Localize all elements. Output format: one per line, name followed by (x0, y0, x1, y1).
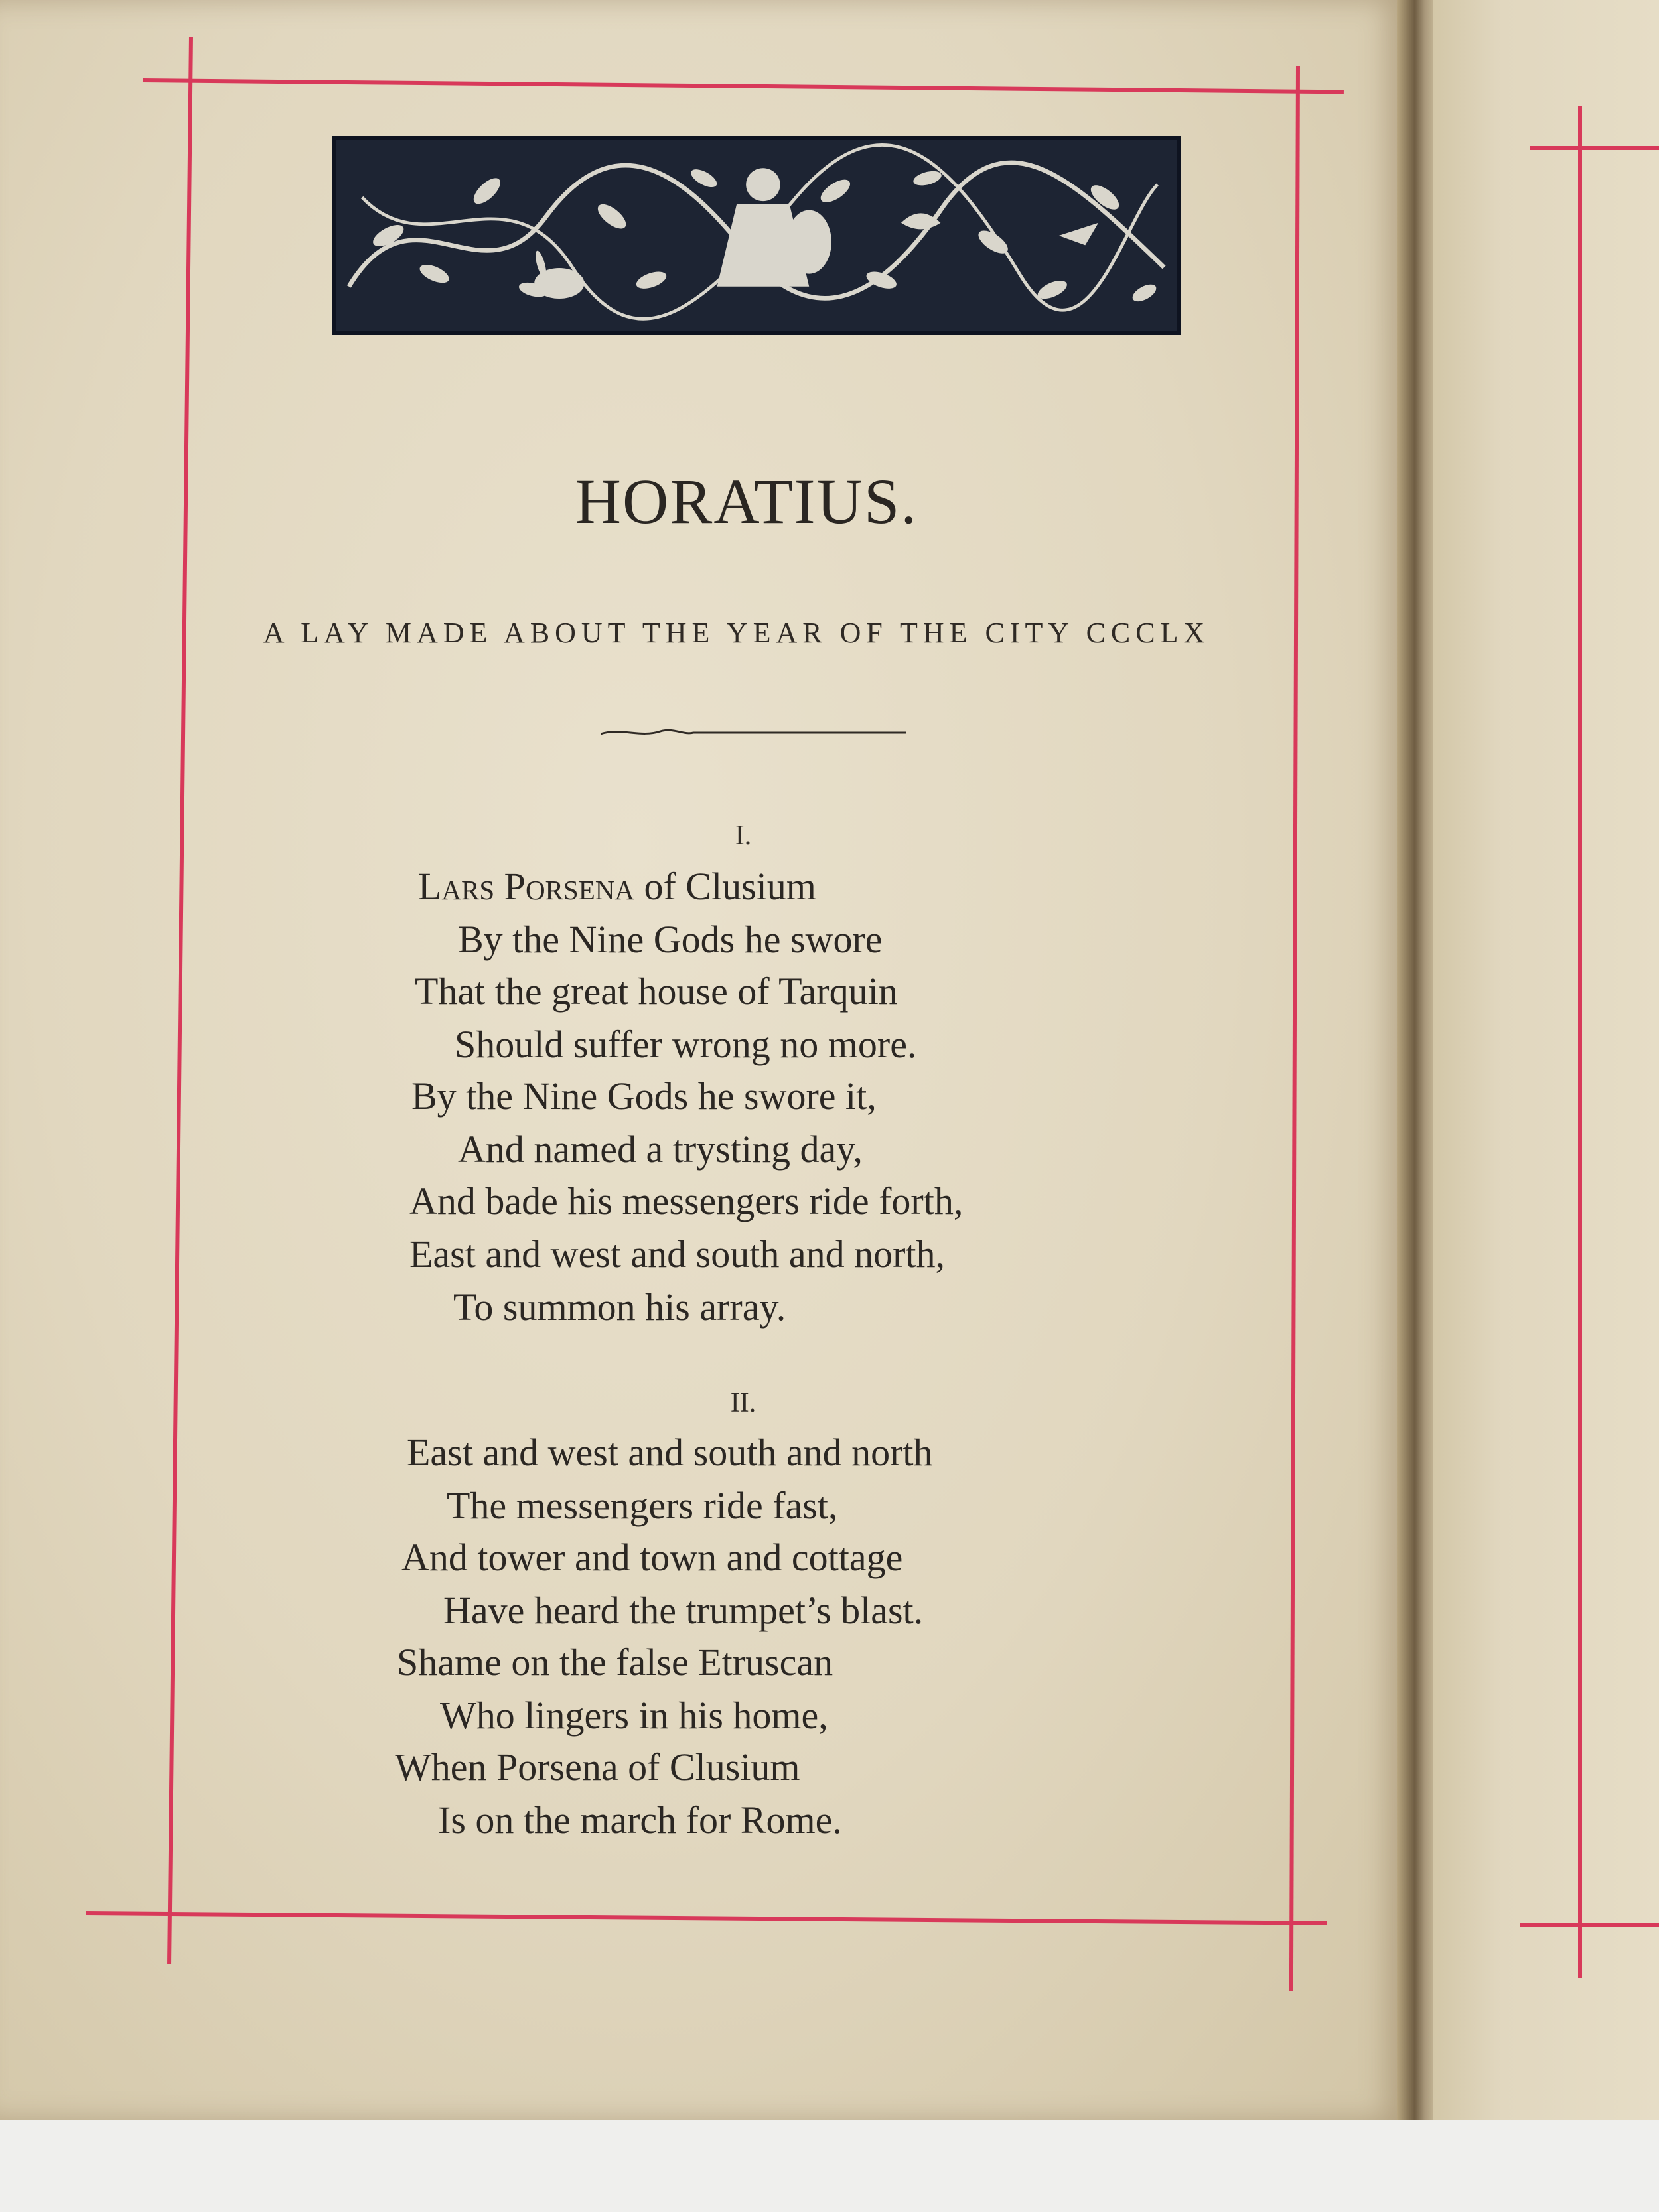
page-subtitle: A LAY MADE ABOUT THE YEAR OF THE CITY CCCLX (263, 617, 1210, 649)
poem-line: By the Nine Gods he swore (458, 918, 883, 961)
poem-line: East and west and south and north, (409, 1232, 946, 1276)
right-page-rule-left (1578, 106, 1582, 1978)
poem-line: Is on the march for Rome. (438, 1799, 842, 1842)
poem-line: Have heard the trumpet’s blast. (443, 1589, 924, 1632)
poem-line: And bade his messengers ride forth, (409, 1179, 964, 1222)
book-gutter (1397, 0, 1437, 2120)
poem-line: The messengers ride fast, (447, 1484, 838, 1527)
poem-line: And tower and town and cottage (401, 1536, 903, 1579)
poem-line: And named a trysting day, (458, 1128, 863, 1171)
right-page (1433, 0, 1659, 2120)
flourish-divider-icon (601, 725, 906, 741)
poem-line: East and west and south and north (407, 1431, 933, 1474)
right-page-rule-bottom (1520, 1923, 1659, 1927)
poem-line: Who lingers in his home, (440, 1694, 828, 1737)
stanza-number: II. (730, 1388, 757, 1418)
poem-line: When Porsena of Clusium (395, 1745, 800, 1789)
poem-line: To summon his array. (453, 1286, 786, 1329)
poem-line: Shame on the false Etruscan (397, 1641, 833, 1684)
stanza-number: I. (735, 820, 752, 851)
right-page-rule-top (1530, 146, 1659, 150)
page-title: HORATIUS. (575, 466, 918, 537)
floral-woodcut-headpiece-icon (332, 136, 1181, 335)
poem-line: By the Nine Gods he swore it, (411, 1074, 877, 1118)
poem-line-small-caps: Lars Porsena (418, 865, 634, 908)
poem-line (418, 864, 816, 909)
poem-line: That the great house of Tarquin (415, 970, 898, 1013)
poem-line: Should suffer wrong no more. (455, 1023, 917, 1066)
poem-line-rest: of Clusium (634, 865, 816, 908)
